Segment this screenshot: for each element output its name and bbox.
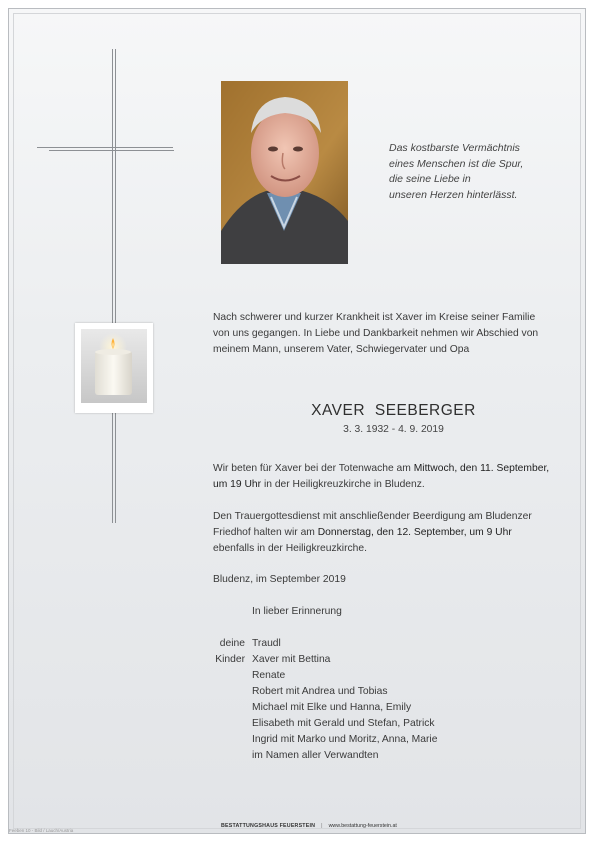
family-member: Ingrid mit Marko und Moritz, Anna, Marie [252,734,438,745]
place-date: Bludenz, im September 2019 [213,574,346,585]
obituary-card [8,8,586,834]
funeral-home-footer [221,823,397,829]
funeral-text: Friedhof halten wir am [213,527,318,538]
funeral-home-url[interactable]: www.bestattung-feuerstein.at [328,823,397,829]
wake-time: um 19 Uhr [213,479,262,490]
family-member: Renate [252,670,286,681]
wake-text: Wir beten für Xaver bei der Totenwache am [213,463,414,474]
quote-line: die seine Liebe in [389,173,471,185]
memorial-quote [389,141,579,203]
funeral-datetime: Donnerstag, den 12. September, um 9 Uhr [317,527,512,538]
intro-line: Nach schwerer und kurzer Krankheit ist Xaver im Kreise seiner Familie [213,312,536,323]
life-dates: 3. 3. 1932 - 4. 9. 2019 [343,424,444,435]
family-member: Robert mit Andrea und Tobias [252,686,388,697]
wake-line-1 [213,461,549,477]
wake-date: Mittwoch, den 11. September, [413,463,550,474]
quote-line: eines Menschen ist die Spur, [389,157,524,170]
family-label-deine: deine [219,638,245,649]
funeral-line-1: Den Trauergottesdienst mit anschließender Beerdigung am Bludenzer [213,511,532,522]
family-member: Traudl [252,638,281,649]
candle-image [75,323,153,413]
print-imprint: Feeben 10 - Bild / Lauch/Austria [9,828,74,833]
family-member: Xaver mit Bettina [252,654,331,665]
funeral-home-name: BESTATTUNGSHAUS FEUERSTEIN [221,823,316,829]
wake-line-2 [213,477,425,493]
wake-text: in der Heiligkreuzkirche in Bludenz. [261,479,425,490]
funeral-line-2 [213,525,512,541]
intro-line: meinem Mann, unserem Vater, Schwiegervater und Opa [213,344,470,355]
quote-line: Das kostbarste Vermächtnis [389,142,520,154]
in-memory-heading: In lieber Erinnerung [252,606,342,617]
footer-separator: | [321,823,323,829]
family-member: Elisabeth mit Gerald und Stefan, Patrick [252,718,435,729]
family-label-kinder: Kinder [215,654,245,665]
quote-line: unseren Herzen hinterlässt. [389,188,518,201]
portrait-photo [221,81,348,264]
family-member: Michael mit Elke und Hanna, Emily [252,702,412,713]
family-member: im Namen aller Verwandten [252,750,379,761]
funeral-line-3: ebenfalls in der Heiligkreuzkirche. [213,543,367,554]
deceased-name: XAVER SEEBERGER [311,402,476,419]
intro-line: von uns gegangen. In Liebe und Dankbarkeit nehmen wir Abschied von [213,328,539,339]
